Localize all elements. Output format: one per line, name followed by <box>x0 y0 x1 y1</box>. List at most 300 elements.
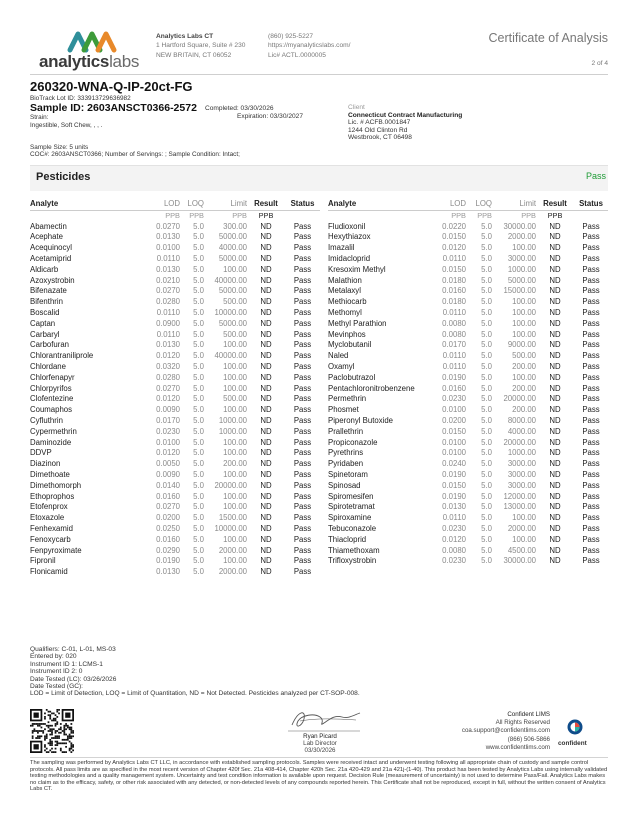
analyte-cell: Bifenthrin <box>30 297 63 307</box>
lod-cell: 0.0120 <box>156 394 180 404</box>
lod-cell: 0.0270 <box>156 502 180 512</box>
lod-cell: 0.0050 <box>156 459 180 469</box>
analyte-cell: Daminozide <box>30 437 72 447</box>
table-units-row <box>30 210 320 221</box>
limit-cell: 3000.00 <box>507 480 536 490</box>
lod-cell: 0.0110 <box>156 329 180 339</box>
table-row <box>328 427 608 438</box>
lod-cell: 0.0270 <box>156 286 180 296</box>
limit-cell: 9000.00 <box>507 340 536 350</box>
result-cell: ND <box>260 426 272 436</box>
table-row <box>328 524 608 535</box>
limit-cell: 500.00 <box>223 394 247 404</box>
loq-cell: 5.0 <box>481 459 492 469</box>
table-row <box>30 535 320 546</box>
table-row <box>30 481 320 492</box>
loq-cell: 5.0 <box>193 415 204 425</box>
analyte-cell: Azoxystrobin <box>30 275 75 285</box>
table-row <box>328 492 608 503</box>
loq-cell: 5.0 <box>193 383 204 393</box>
loq-cell: 5.0 <box>193 534 204 544</box>
result-cell: ND <box>549 297 561 307</box>
client-label: Client <box>348 104 365 111</box>
loq-cell: 5.0 <box>481 415 492 425</box>
status-cell: Pass <box>293 297 312 307</box>
lod-cell: 0.0080 <box>442 329 466 339</box>
loq-cell: 5.0 <box>193 221 204 231</box>
table-row <box>328 394 608 405</box>
analyte-cell: Aldicarb <box>30 264 59 274</box>
analyte-cell: Spinetoram <box>328 469 368 479</box>
lod-cell: 0.0120 <box>156 351 180 361</box>
status-cell: Pass <box>293 567 312 577</box>
table-row <box>328 373 608 384</box>
analyte-cell: Methiocarb <box>328 297 367 307</box>
limit-cell: 100.00 <box>512 318 536 328</box>
loq-cell: 5.0 <box>193 523 204 533</box>
lims-rights: All Rights Reserved <box>495 719 550 727</box>
analyte-cell: Permethrin <box>328 394 367 404</box>
limit-cell: 100.00 <box>512 513 536 523</box>
result-cell: ND <box>260 297 272 307</box>
table-row <box>30 340 320 351</box>
note-line: Date Tested (LC): 03/26/2026 <box>30 675 117 683</box>
table-row <box>30 243 320 254</box>
product-title: 260320-WNA-Q-IP-20ct-FG <box>30 79 193 94</box>
analyte-cell: Oxamyl <box>328 361 355 371</box>
loq-cell: 5.0 <box>193 318 204 328</box>
limit-cell: 20000.00 <box>503 437 536 447</box>
limit-cell: 8000.00 <box>507 415 536 425</box>
lod-cell: 0.0100 <box>442 405 466 415</box>
analyte-cell: Carbaryl <box>30 329 60 339</box>
analyte-cell: Fenhexamid <box>30 523 73 533</box>
result-cell: ND <box>260 437 272 447</box>
limit-cell: 200.00 <box>512 383 536 393</box>
col-result: Result <box>536 199 574 210</box>
status-cell: Pass <box>293 502 312 512</box>
loq-cell: 5.0 <box>193 361 204 371</box>
result-cell: ND <box>260 329 272 339</box>
lod-cell: 0.0160 <box>156 534 180 544</box>
status-cell: Pass <box>582 437 600 447</box>
loq-cell: 5.0 <box>193 448 204 458</box>
lod-cell: 0.0130 <box>156 232 180 242</box>
loq-cell: 5.0 <box>193 286 204 296</box>
table-row <box>328 319 608 330</box>
status-cell: Pass <box>582 351 600 361</box>
limit-cell: 500.00 <box>223 297 247 307</box>
analyte-cell: Ethoprophos <box>30 491 75 501</box>
limit-cell: 40000.00 <box>214 351 247 361</box>
col-limit: Limit <box>204 199 247 210</box>
loq-cell: 5.0 <box>481 437 492 447</box>
status-cell: Pass <box>293 513 312 523</box>
loq-cell: 5.0 <box>481 318 492 328</box>
note-line: Qualifiers: C-01, L-01, MS-03 <box>30 646 116 653</box>
lab-name: Analytics Labs CT <box>156 33 214 40</box>
analyte-cell: Thiacloprid <box>328 534 367 544</box>
table-row <box>30 546 320 557</box>
limit-cell: 12000.00 <box>503 491 536 501</box>
analyte-cell: Myclobutanil <box>328 340 372 350</box>
analyte-cell: Pyridaben <box>328 459 364 469</box>
table-row <box>328 535 608 546</box>
analyte-cell: Acephate <box>30 232 63 242</box>
loq-cell: 5.0 <box>193 556 204 566</box>
limit-cell: 100.00 <box>512 297 536 307</box>
client-name: Connecticut Contract Manufacturing <box>348 111 463 119</box>
lod-cell: 0.0150 <box>442 264 466 274</box>
loq-cell: 5.0 <box>481 448 492 458</box>
limit-cell: 200.00 <box>512 361 536 371</box>
result-cell: ND <box>549 523 561 533</box>
analyte-cell: Imazalil <box>328 243 355 253</box>
result-cell: ND <box>549 307 561 317</box>
limit-cell: 2000.00 <box>218 545 247 555</box>
limit-cell: 4500.00 <box>507 545 536 555</box>
limit-cell: 30000.00 <box>503 556 536 566</box>
analyte-cell: Chlorpyrifos <box>30 383 72 393</box>
result-cell: ND <box>549 448 561 458</box>
loq-cell: 5.0 <box>481 351 492 361</box>
result-cell: ND <box>260 243 272 253</box>
result-cell: ND <box>260 232 272 242</box>
lod-cell: 0.0170 <box>442 340 466 350</box>
lod-cell: 0.0110 <box>442 513 466 523</box>
status-cell: Pass <box>293 459 312 469</box>
limit-cell: 5000.00 <box>218 286 247 296</box>
status-cell: Pass <box>582 318 600 328</box>
table-row <box>328 265 608 276</box>
table-row <box>30 254 320 265</box>
status-cell: Pass <box>293 534 312 544</box>
loq-cell: 5.0 <box>481 275 492 285</box>
lod-cell: 0.0090 <box>156 469 180 479</box>
status-cell: Pass <box>293 405 312 415</box>
loq-cell: 5.0 <box>193 232 204 242</box>
section-status-badge: Pass <box>585 171 606 181</box>
analyte-cell: Prallethrin <box>328 426 364 436</box>
col-loq: LOQ <box>180 199 204 210</box>
status-cell: Pass <box>582 480 600 490</box>
analyte-cell: DDVP <box>30 448 52 458</box>
lod-cell: 0.0180 <box>442 275 466 285</box>
lims-email-link[interactable]: coa.support@confidentlims.com <box>461 727 550 735</box>
status-cell: Pass <box>293 275 312 285</box>
lod-cell: 0.0130 <box>442 502 466 512</box>
status-cell: Pass <box>582 221 600 231</box>
table-row <box>30 351 320 362</box>
loq-cell: 5.0 <box>481 372 492 382</box>
loq-cell: 5.0 <box>481 480 492 490</box>
limit-cell: 100.00 <box>512 329 536 339</box>
status-cell: Pass <box>582 513 600 523</box>
table-row <box>328 222 608 233</box>
result-cell: ND <box>549 361 561 371</box>
result-cell: ND <box>549 372 561 382</box>
analyte-cell: Fenoxycarb <box>30 534 71 544</box>
limit-cell: 100.00 <box>223 534 247 544</box>
result-cell: ND <box>549 437 561 447</box>
qr-code-icon[interactable] <box>30 709 74 753</box>
lod-cell: 0.0250 <box>156 523 180 533</box>
status-cell: Pass <box>582 275 600 285</box>
status-cell: Pass <box>293 556 312 566</box>
limit-cell: 200.00 <box>223 459 247 469</box>
table-row <box>30 502 320 513</box>
lod-cell: 0.0150 <box>442 426 466 436</box>
lod-cell: 0.0150 <box>442 232 466 242</box>
result-cell: ND <box>549 405 561 415</box>
status-cell: Pass <box>582 459 600 469</box>
analyte-cell: Spinosad <box>328 480 361 490</box>
client-block <box>348 104 462 142</box>
lod-cell: 0.0160 <box>442 286 466 296</box>
analyte-cell: Bifenazate <box>30 286 67 296</box>
lod-cell: 0.0120 <box>156 448 180 458</box>
status-cell: Pass <box>582 361 600 371</box>
completed-date: Completed: 03/30/2026 <box>205 105 274 112</box>
analyte-cell: Coumaphos <box>30 405 73 415</box>
result-cell: ND <box>260 351 272 361</box>
table-row <box>30 416 320 427</box>
limit-cell: 200.00 <box>512 405 536 415</box>
lims-name: Confident LIMS <box>507 711 550 718</box>
result-cell: ND <box>549 469 561 479</box>
loq-cell: 5.0 <box>193 469 204 479</box>
result-cell: ND <box>260 253 272 263</box>
lod-cell: 0.0130 <box>156 340 180 350</box>
limit-cell: 20000.00 <box>214 480 247 490</box>
table-row <box>328 546 608 557</box>
status-cell: Pass <box>582 253 600 263</box>
loq-cell: 5.0 <box>193 253 204 263</box>
note-line: Instrument ID 2: 0 <box>30 668 83 676</box>
result-cell: ND <box>549 415 561 425</box>
loq-cell: 5.0 <box>193 329 204 339</box>
table-header-row <box>30 199 320 210</box>
col-lod: LOD <box>132 199 180 210</box>
lod-cell: 0.0080 <box>442 318 466 328</box>
lod-cell: 0.0110 <box>442 361 466 371</box>
note-line: Date Tested (GC): <box>30 683 84 691</box>
lod-cell: 0.0100 <box>156 243 180 253</box>
analyte-cell: Acetamiprid <box>30 253 72 263</box>
loq-cell: 5.0 <box>481 286 492 296</box>
logo-wordmark: analyticslabs <box>39 52 140 71</box>
table-row <box>30 427 320 438</box>
limit-cell: 500.00 <box>512 351 536 361</box>
table-row <box>30 276 320 287</box>
loq-cell: 5.0 <box>193 502 204 512</box>
lod-cell: 0.0120 <box>442 243 466 253</box>
analyte-cell: Pyrethrins <box>328 448 364 458</box>
lab-address-block <box>156 32 245 60</box>
limit-cell: 3000.00 <box>507 469 536 479</box>
limit-cell: 100.00 <box>223 491 247 501</box>
loq-cell: 5.0 <box>193 243 204 253</box>
table-row <box>328 297 608 308</box>
analyte-cell: Cypermethrin <box>30 426 77 436</box>
limit-cell: 100.00 <box>223 361 247 371</box>
unit-result: PPB <box>547 210 563 220</box>
loq-cell: 5.0 <box>481 426 492 436</box>
col-status: Status <box>285 199 320 210</box>
analyte-cell: Acequinocyl <box>30 243 73 253</box>
analyte-cell: Fludioxonil <box>328 221 366 231</box>
result-cell: ND <box>260 469 272 479</box>
result-cell: ND <box>260 275 272 285</box>
lod-cell: 0.0230 <box>156 426 180 436</box>
lod-cell: 0.0190 <box>442 469 466 479</box>
limit-cell: 5000.00 <box>218 318 247 328</box>
result-cell: ND <box>549 232 561 242</box>
table-row <box>328 502 608 513</box>
limit-cell: 2000.00 <box>507 232 536 242</box>
col-result: Result <box>247 199 285 210</box>
loq-cell: 5.0 <box>193 426 204 436</box>
status-cell: Pass <box>582 232 600 242</box>
coc-line: COC#: 2603ANSCT0366; Number of Servings: ; Sample Condition: Intact; <box>30 151 240 158</box>
notes-block <box>30 646 360 698</box>
loq-cell: 5.0 <box>481 243 492 253</box>
limit-cell: 10000.00 <box>214 307 247 317</box>
limit-cell: 3000.00 <box>507 253 536 263</box>
status-cell: Pass <box>293 340 312 350</box>
lod-cell: 0.0110 <box>156 253 180 263</box>
loq-cell: 5.0 <box>481 361 492 371</box>
biotrack-lot-id: BioTrack Lot ID: 333913729636982 <box>30 95 131 102</box>
table-row <box>30 524 320 535</box>
table-row <box>30 567 320 578</box>
limit-cell: 1000.00 <box>218 415 247 425</box>
lod-cell: 0.0120 <box>442 534 466 544</box>
unit-loq: PPB <box>189 210 204 220</box>
limit-cell: 30000.00 <box>503 221 536 231</box>
lod-cell: 0.0280 <box>156 297 180 307</box>
loq-cell: 5.0 <box>193 545 204 555</box>
table-row <box>328 438 608 449</box>
loq-cell: 5.0 <box>481 405 492 415</box>
result-cell: ND <box>260 502 272 512</box>
analyte-cell: Phosmet <box>328 405 359 415</box>
lod-cell: 0.0900 <box>156 318 180 328</box>
document-title: Certificate of Analysis <box>488 31 608 45</box>
table-row <box>328 405 608 416</box>
result-cell: ND <box>549 513 561 523</box>
col-loq: LOQ <box>466 199 492 210</box>
page-number: 2 of 4 <box>591 60 608 67</box>
analyte-cell: Propiconazole <box>328 437 378 447</box>
loq-cell: 5.0 <box>193 372 204 382</box>
analyte-cell: Thiamethoxam <box>328 545 380 555</box>
table-row <box>30 232 320 243</box>
loq-cell: 5.0 <box>193 567 204 577</box>
limit-cell: 1500.00 <box>218 513 247 523</box>
status-cell: Pass <box>293 318 312 328</box>
status-cell: Pass <box>293 253 312 263</box>
client-address-line-2: Westbrook, CT 06498 <box>348 134 412 142</box>
lims-url-link[interactable]: www.confidentlims.com <box>485 743 550 751</box>
sample-id: Sample ID: 2603ANSCT0366-2572 <box>30 102 197 114</box>
loq-cell: 5.0 <box>193 394 204 404</box>
analyte-cell: Paclobutrazol <box>328 372 376 382</box>
status-cell: Pass <box>293 491 312 501</box>
lod-cell: 0.0280 <box>156 372 180 382</box>
lod-cell: 0.0320 <box>156 361 180 371</box>
result-cell: ND <box>549 221 561 231</box>
table-header-row <box>328 199 608 210</box>
result-cell: ND <box>260 415 272 425</box>
status-cell: Pass <box>582 556 600 566</box>
result-cell: ND <box>549 502 561 512</box>
limit-cell: 100.00 <box>512 534 536 544</box>
result-cell: ND <box>549 243 561 253</box>
loq-cell: 5.0 <box>193 437 204 447</box>
confident-wordmark: confident <box>558 740 587 747</box>
result-cell: ND <box>260 264 272 274</box>
lod-cell: 0.0230 <box>442 394 466 404</box>
analyte-cell: Cyfluthrin <box>30 415 63 425</box>
unit-limit: PPB <box>232 210 247 220</box>
loq-cell: 5.0 <box>193 340 204 350</box>
unit-result: PPB <box>258 210 274 220</box>
status-cell: Pass <box>293 545 312 555</box>
limit-cell: 5000.00 <box>218 232 247 242</box>
analyte-cell: Trifloxystrobin <box>328 556 377 566</box>
table-row <box>30 373 320 384</box>
table-row <box>30 308 320 319</box>
analyte-cell: Diazinon <box>30 459 61 469</box>
status-cell: Pass <box>582 340 600 350</box>
status-cell: Pass <box>293 307 312 317</box>
document-header <box>0 0 636 72</box>
table-row <box>328 459 608 470</box>
lab-url-link[interactable]: https://myanalyticslabs.com/ <box>268 42 351 50</box>
status-cell: Pass <box>293 372 312 382</box>
table-row <box>328 513 608 524</box>
unit-lod: PPB <box>451 210 466 220</box>
analyte-cell: Malathion <box>328 275 362 285</box>
status-cell: Pass <box>582 383 600 393</box>
table-row <box>30 394 320 405</box>
status-cell: Pass <box>582 545 600 555</box>
limit-cell: 100.00 <box>223 383 247 393</box>
result-cell: ND <box>260 523 272 533</box>
col-limit: Limit <box>492 199 536 210</box>
analyte-cell: Captan <box>30 318 56 328</box>
limit-cell: 2000.00 <box>218 567 247 577</box>
limit-cell: 100.00 <box>223 340 247 350</box>
table-row <box>328 481 608 492</box>
limit-cell: 20000.00 <box>503 394 536 404</box>
lod-cell: 0.0270 <box>156 221 180 231</box>
status-cell: Pass <box>582 297 600 307</box>
loq-cell: 5.0 <box>481 513 492 523</box>
loq-cell: 5.0 <box>193 513 204 523</box>
limit-cell: 4000.00 <box>507 426 536 436</box>
analyte-cell: Flonicamid <box>30 567 68 577</box>
status-cell: Pass <box>293 415 312 425</box>
status-cell: Pass <box>582 426 600 436</box>
result-cell: ND <box>549 534 561 544</box>
lod-cell: 0.0190 <box>156 556 180 566</box>
lod-cell: 0.0290 <box>156 545 180 555</box>
analyte-cell: Clofentezine <box>30 394 74 404</box>
table-row <box>30 459 320 470</box>
result-cell: ND <box>549 253 561 263</box>
